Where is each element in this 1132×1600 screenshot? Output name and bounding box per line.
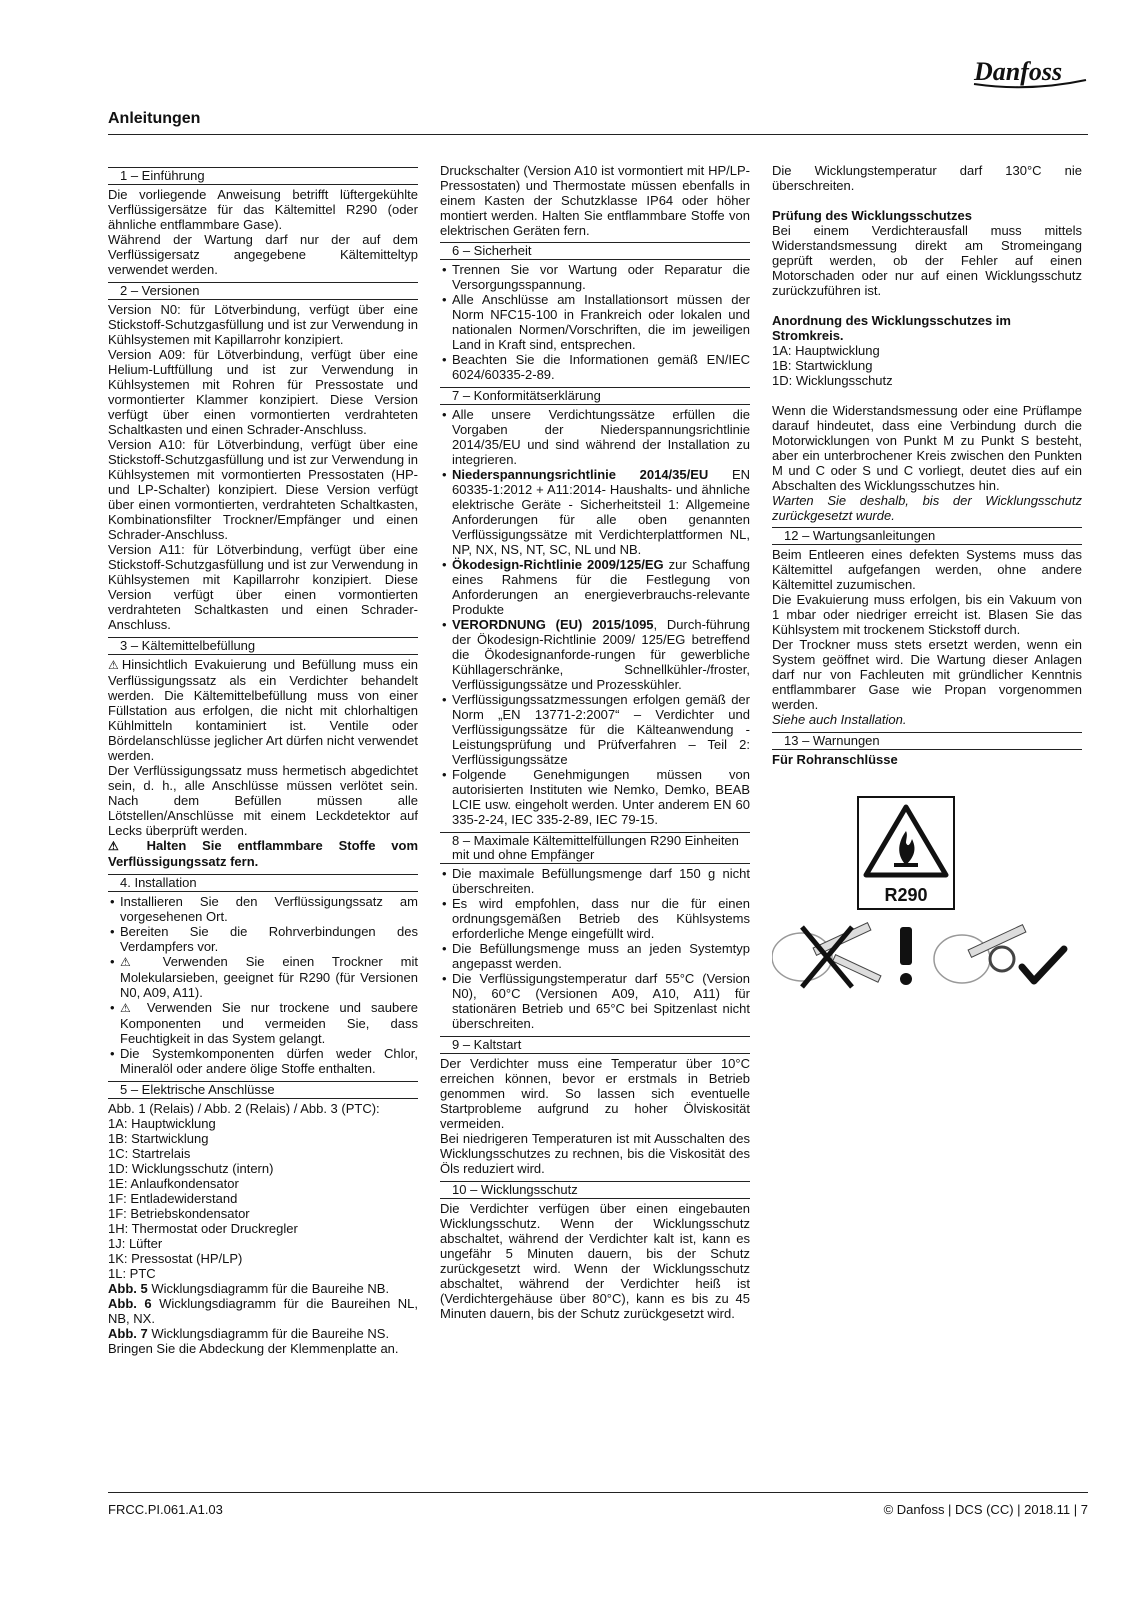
column-2: [440, 163, 750, 1326]
warning-paragraph: ⚠ Halten Sie entflammbare Stoffe vom Verflüssigungssatz fern.: [108, 838, 418, 869]
paragraph-italic: Warten Sie deshalb, bis der Wicklungsschutz zurückgesetzt wurde.: [772, 493, 1082, 523]
list-item: • Bereiten Sie die Rohrverbindungen des Verdampfers vor.: [108, 924, 418, 954]
paragraph: ⚠Hinsichtlich Evakuierung und Befüllung muss ein Verflüssigungssatz als ein Verdichter behandelt werden. Die Kältemittelbefüllung muss von einer Füllstation aus erfolgen, die nicht mit chlorhaltigen Kühlmitteln kontaminiert ist. Ventile oder Bördelanschlüsse jeglicher Art dürfen nicht verwendet werden.: [108, 657, 418, 763]
list-item: • Verflüssigungssatzmessungen erfolgen gemäß der Norm „EN 13771-2:2007“ – Verdichter und Verflüssigungssätze für die Kälteanwendung - Leistungsprüfung und Prüfverfahren – Teil 2: Verflüssigungssätze: [440, 692, 750, 767]
svg-text:Danfoss: Danfoss: [974, 57, 1063, 86]
danfoss-logo: [970, 50, 1090, 94]
subheading: Prüfung des Wicklungsschutzes: [772, 208, 972, 223]
warning-icon: ⚠: [108, 658, 122, 672]
list-item: • ⚠ Verwenden Sie einen Trockner mit Molekularsieben, geeignet für R290 (für Versionen N0, A09, A11).: [108, 954, 418, 1000]
title-divider: [108, 134, 1088, 135]
legend-line: 1C: Startrelais: [108, 1146, 191, 1161]
page-footer-info: © Danfoss | DCS (CC) | 2018.11 | 7: [883, 1502, 1088, 1517]
list-item: • Die Systemkomponenten dürfen weder Chlor, Mineralöl oder andere ölige Stoffe enthalten.: [108, 1046, 418, 1076]
paragraph: Bei niedrigeren Temperaturen ist mit Ausschalten des Wicklungsschutzes zu rechnen, bis die Viskosität des Öls reduziert wird.: [440, 1131, 750, 1176]
column-1: [108, 163, 418, 1361]
warning-icon: ⚠: [120, 1001, 147, 1015]
legend-line: 1A: Hauptwicklung: [772, 343, 880, 358]
list-item: • VERORDNUNG (EU) 2015/1095, Durch-führung der Ökodesign-Richtlinie 2009/ 125/EG betreffend die Ökodesignanforde-rungen für gewerbliche Kühllagerschränke, Schnellkühler-/froster, Verflüssigungssätze und Prozesskühler.: [440, 617, 750, 692]
list-item: • Beachten Sie die Informationen gemäß EN/IEC 6024/60335-2-89.: [440, 352, 750, 382]
paragraph: Abb. 1 (Relais) / Abb. 2 (Relais) / Abb. 3 (PTC):: [108, 1101, 380, 1116]
legend-line: 1B: Startwicklung: [772, 358, 873, 373]
paragraph: Der Verflüssigungssatz muss hermetisch abgedichtet sein, d. h., alle Anschlüsse müssen verlötet sein. Nach dem Befüllen müssen alle Lötstellen/Anschlüsse mit einem Leckdetektor auf Lecks überprüft werden.: [108, 763, 418, 838]
section-title: 3 – Kältemittelbefüllung: [108, 637, 418, 655]
safety-list: [440, 262, 750, 382]
paragraph: Bei einem Verdichterausfall muss mittels Widerstandsmessung direkt am Stromeingang geprüft werden, ob der Fehler auf einen Motorschaden oder nur auf einen Wicklungsschutz zurückzuführen ist.: [772, 223, 1082, 298]
checkmark-icon: [1022, 949, 1064, 981]
list-item: • Alle Anschlüsse am Installationsort müssen der Norm NFC15-100 in Frankreich oder lokalen und nationalen Normen/Vorschriften, die im jeweiligen Land in Kraft sind, entsprechen.: [440, 292, 750, 352]
section-refrigerant-filling: [108, 637, 418, 869]
paragraph: Wenn die Widerstandsmessung oder eine Prüflampe darauf hindeutet, dass eine Verbindung durch die Motorwicklungen von Punkt M zu Punkt S besteht, aber ein unterbrochener Kreis zwischen den Punkten M und C oder S und C vorliegt, deutet dies auf ein Abschalten des Wicklungsschutzes hin.: [772, 403, 1082, 493]
paragraph: Version N0: für Lötverbindung, verfügt über eine Stickstoff-Schutzgasfüllung und ist zur Verwendung in Kühlsystemen mit Kapillarrohr konzipiert.: [108, 302, 418, 347]
legend-line: 1K: Pressostat (HP/LP): [108, 1251, 243, 1266]
warning-icon: ⚠: [120, 955, 163, 969]
section-title: 10 – Wicklungsschutz: [440, 1181, 750, 1199]
list-item: • Es wird empfohlen, dass nur die für einen ordnungsgemäßen Betrieb des Kühlsystems erforderliche Menge eingefüllt wird.: [440, 896, 750, 941]
hand-illustration: [934, 935, 990, 983]
section-maintenance: [772, 527, 1082, 727]
page-title: Anleitungen: [108, 110, 201, 127]
paragraph: Die Evakuierung muss erfolgen, bis ein Vakuum von 1 mbar oder niedriger erreicht ist. Blasen Sie das Kühlsystem mit trockenem Stickstoff durch.: [772, 592, 1082, 637]
legend-line: 1A: Hauptwicklung: [108, 1116, 216, 1131]
section-cold-start: [440, 1036, 750, 1176]
column-3: [772, 163, 1082, 1002]
section-introduction: [108, 167, 418, 277]
section-title: 12 – Wartungsanleitungen: [772, 527, 1082, 545]
document-code: FRCC.PI.061.A1.03: [108, 1502, 223, 1517]
section-winding-protection: [440, 1181, 750, 1321]
paragraph: Bringen Sie die Abdeckung der Klemmenplatte an.: [108, 1341, 399, 1356]
list-item: • Ökodesign-Richtlinie 2009/125/EG zur Schaffung eines Rahmens für die Festlegung von Anforderungen an energieverbrauchs-relevante Produkte: [440, 557, 750, 617]
list-item: • Trennen Sie vor Wartung oder Reparatur die Versorgungsspannung.: [440, 262, 750, 292]
footer-divider: [108, 1492, 1088, 1493]
list-item: • Die Befüllungsmenge muss an jeden Systemtyp angepasst werden.: [440, 941, 750, 971]
section-title: 6 – Sicherheit: [440, 242, 750, 260]
section-warnings: [772, 732, 1082, 997]
list-item: • Installieren Sie den Verflüssigungssatz am vorgesehenen Ort.: [108, 894, 418, 924]
section-safety: [440, 242, 750, 382]
paragraph: Version A10: für Lötverbindung, verfügt über eine Stickstoff-Schutzgasfüllung und ist zur Verwendung in Kühlsystemen mit vormontierten Pressostaten (HP- und LP-Schalter) konzipiert. Diese Version verfügt über einen vormontierten, verdrahteten Schaltkasten, Kombinationsfilter Trockner/Empfänger und einen Schrader-Anschluss.: [108, 437, 418, 542]
figure-reference: Abb. 7 Wicklungsdiagramm für die Baureihe NS.: [108, 1326, 390, 1341]
sign-label: R290: [884, 885, 928, 905]
section-versions: [108, 282, 418, 632]
subheading: Für Rohranschlüsse: [772, 752, 898, 767]
legend-line: 1F: Betriebskondensator: [108, 1206, 250, 1221]
paragraph: Die Verdichter verfügen über einen eingebauten Wicklungsschutz. Wenn der Wicklungsschutz abschaltet, während der Verdichter kalt ist, kann es ungefähr 5 Minuten dauern, bis der Schutz zurückgesetzt wird. Wenn der Wicklungsschutz abschaltet, während der Verdichter heiß ist (Verdichtergehäuse über 80°C), kann es bis zu 45 Minuten dauern, bis der Schutz zurückgesetzt wird.: [440, 1201, 750, 1321]
list-item: • ⚠ Verwenden Sie nur trockene und saubere Komponenten und vermeiden Sie, dass Feuchtigkeit in das System gelangt.: [108, 1000, 418, 1046]
section-title: 4. Installation: [108, 874, 418, 892]
legend-line: 1E: Anlaufkondensator: [108, 1176, 239, 1191]
figure-reference: Abb. 5 Wicklungsdiagramm für die Baureihe NB.: [108, 1281, 390, 1296]
paragraph: Die vorliegende Anweisung betrifft lüftergekühlte Verflüssigersätze für das Kältemittel R290 (oder ähnliche entflammbare Gase).: [108, 187, 418, 232]
section-title: 9 – Kaltstart: [440, 1036, 750, 1054]
section-installation: [108, 874, 418, 1076]
paragraph: Während der Wartung darf nur der auf dem Verflüssigersatz angegebene Kältemitteltyp verwendet werden.: [108, 232, 418, 277]
section-conformity: [440, 387, 750, 827]
list-item: • Die Verflüssigungstemperatur darf 55°C (Version N0), 60°C (Versionen A09, A10, A11) für stationären Betrieb und 65°C bei Spitzenlast nicht überschreiten.: [440, 971, 750, 1031]
warning-icon: ⚠: [108, 839, 147, 853]
paragraph: Die Wicklungstemperatur darf 130°C nie überschreiten.: [772, 163, 1082, 193]
section-title: 13 – Warnungen: [772, 732, 1082, 750]
pipe-icon: [968, 925, 1026, 958]
list-item: • Die maximale Befüllungsmenge darf 150 g nicht überschreiten.: [440, 866, 750, 896]
flame-icon: [899, 831, 914, 865]
section-title: 5 – Elektrische Anschlüsse: [108, 1081, 418, 1099]
paragraph: Der Trockner muss stets ersetzt werden, wenn ein System geöffnet wird. Die Wartung dieser Anlagen darf nur von Fachleuten mit gründlicher Kenntnis entflammbarer Gase wie Propan vorgenommen werden.: [772, 637, 1082, 712]
section-electrical-connections: [108, 1081, 418, 1356]
legend-line: 1B: Startwicklung: [108, 1131, 209, 1146]
flammable-warning-illustration: [772, 787, 1082, 997]
list-item: • Folgende Genehmigungen müssen von autorisierten Instituten wie Nemko, Demko, BEAB LCIE usw. eingeholt werden. Unter anderem EN 60 335-2-24, IEC 335-2-89, IEC 79-15.: [440, 767, 750, 827]
paragraph: Version A09: für Lötverbindung, verfügt über eine Helium-Luftfüllung und ist zur Verwendung in Kühlsystemen mit Rohren für Pressostate und vormontierter Klammer konzipiert. Diese Version verfügt über einen vormontierten verdrahteten Schaltkasten und einen Schrader-Anschluss.: [108, 347, 418, 437]
pipe-cutter-icon: [990, 947, 1014, 971]
paragraph: Der Verdichter muss eine Temperatur über 10°C erreichen können, bevor er erstmals in Betrieb genommen wird. So lassen sich eventuelle Startprobleme aufgrund zu hoher Ölviskosität vermeiden.: [440, 1056, 750, 1131]
legend-line: 1D: Wicklungsschutz (intern): [108, 1161, 274, 1176]
section-title: 7 – Konformitätserklärung: [440, 387, 750, 405]
paragraph: Druckschalter (Version A10 ist vormontiert mit HP/LP-Pressostaten) und Thermostate müssen ebenfalls in einem Kasten der Schutzklasse IP64 oder höher montiert werden. Halten Sie entflammbare Stoffe von elektrischen Geräten fern.: [440, 163, 750, 238]
list-item: • Niederspannungsrichtlinie 2014/35/EU EN 60335-1:2012 + A11:2014- Haushalts- und ähnliche elektrische Geräte - Sicherheitsteil 1: Allgemeine Anforderungen für alle oben genannten Verflüssigungssätze mit Verdichterplattformen NL, NP, NX, NS, NT, SC, NL und NB.: [440, 467, 750, 557]
paragraph: Version A11: für Lötverbindung, verfügt über eine Stickstoff-Schutzgasfüllung und ist zur Verwendung in Kühlsystemen mit Kapillarrohr konzipiert. Diese Version verfügt über einen vormontierten verdrahteten Schaltkasten und einen Schrader-Anschluss.: [108, 542, 418, 632]
legend-line: 1L: PTC: [108, 1266, 156, 1281]
torch-icon: [833, 955, 881, 982]
subheading: Anordnung des Wicklungsschutzes im Stromkreis.: [772, 313, 1011, 343]
figure-reference: Abb. 6 Wicklungsdiagramm für die Baureihen NL, NB, NX.: [108, 1296, 418, 1326]
section-max-refrigerant: [440, 832, 750, 1031]
paragraph-italic: Siehe auch Installation.: [772, 712, 907, 727]
section-title: 8 – Maximale Kältemittelfüllungen R290 Einheiten mit und ohne Empfänger: [440, 832, 750, 864]
section-title: 1 – Einführung: [108, 167, 418, 185]
legend-line: 1D: Wicklungsschutz: [772, 373, 893, 388]
hand-illustration: [772, 933, 832, 981]
installation-list: [108, 894, 418, 1076]
conformity-list: [440, 407, 750, 827]
refrigerant-list: [440, 866, 750, 1031]
flammable-warning-figure: [772, 787, 1082, 997]
legend-line: 1J: Lüfter: [108, 1236, 163, 1251]
paragraph: Beim Entleeren eines defekten Systems muss das Kältemittel aufgefangen werden, ohne andere Kältemittel zuzumischen.: [772, 547, 1082, 592]
list-item: • Alle unsere Verdichtungssätze erfüllen die Vorgaben der Niederspannungsrichtlinie 2014/35/EU und sind während der Installation zu integrieren.: [440, 407, 750, 467]
legend-line: 1H: Thermostat oder Druckregler: [108, 1221, 298, 1236]
exclamation-icon: [900, 927, 912, 965]
legend-line: 1F: Entladewiderstand: [108, 1191, 238, 1206]
section-title: 2 – Versionen: [108, 282, 418, 300]
